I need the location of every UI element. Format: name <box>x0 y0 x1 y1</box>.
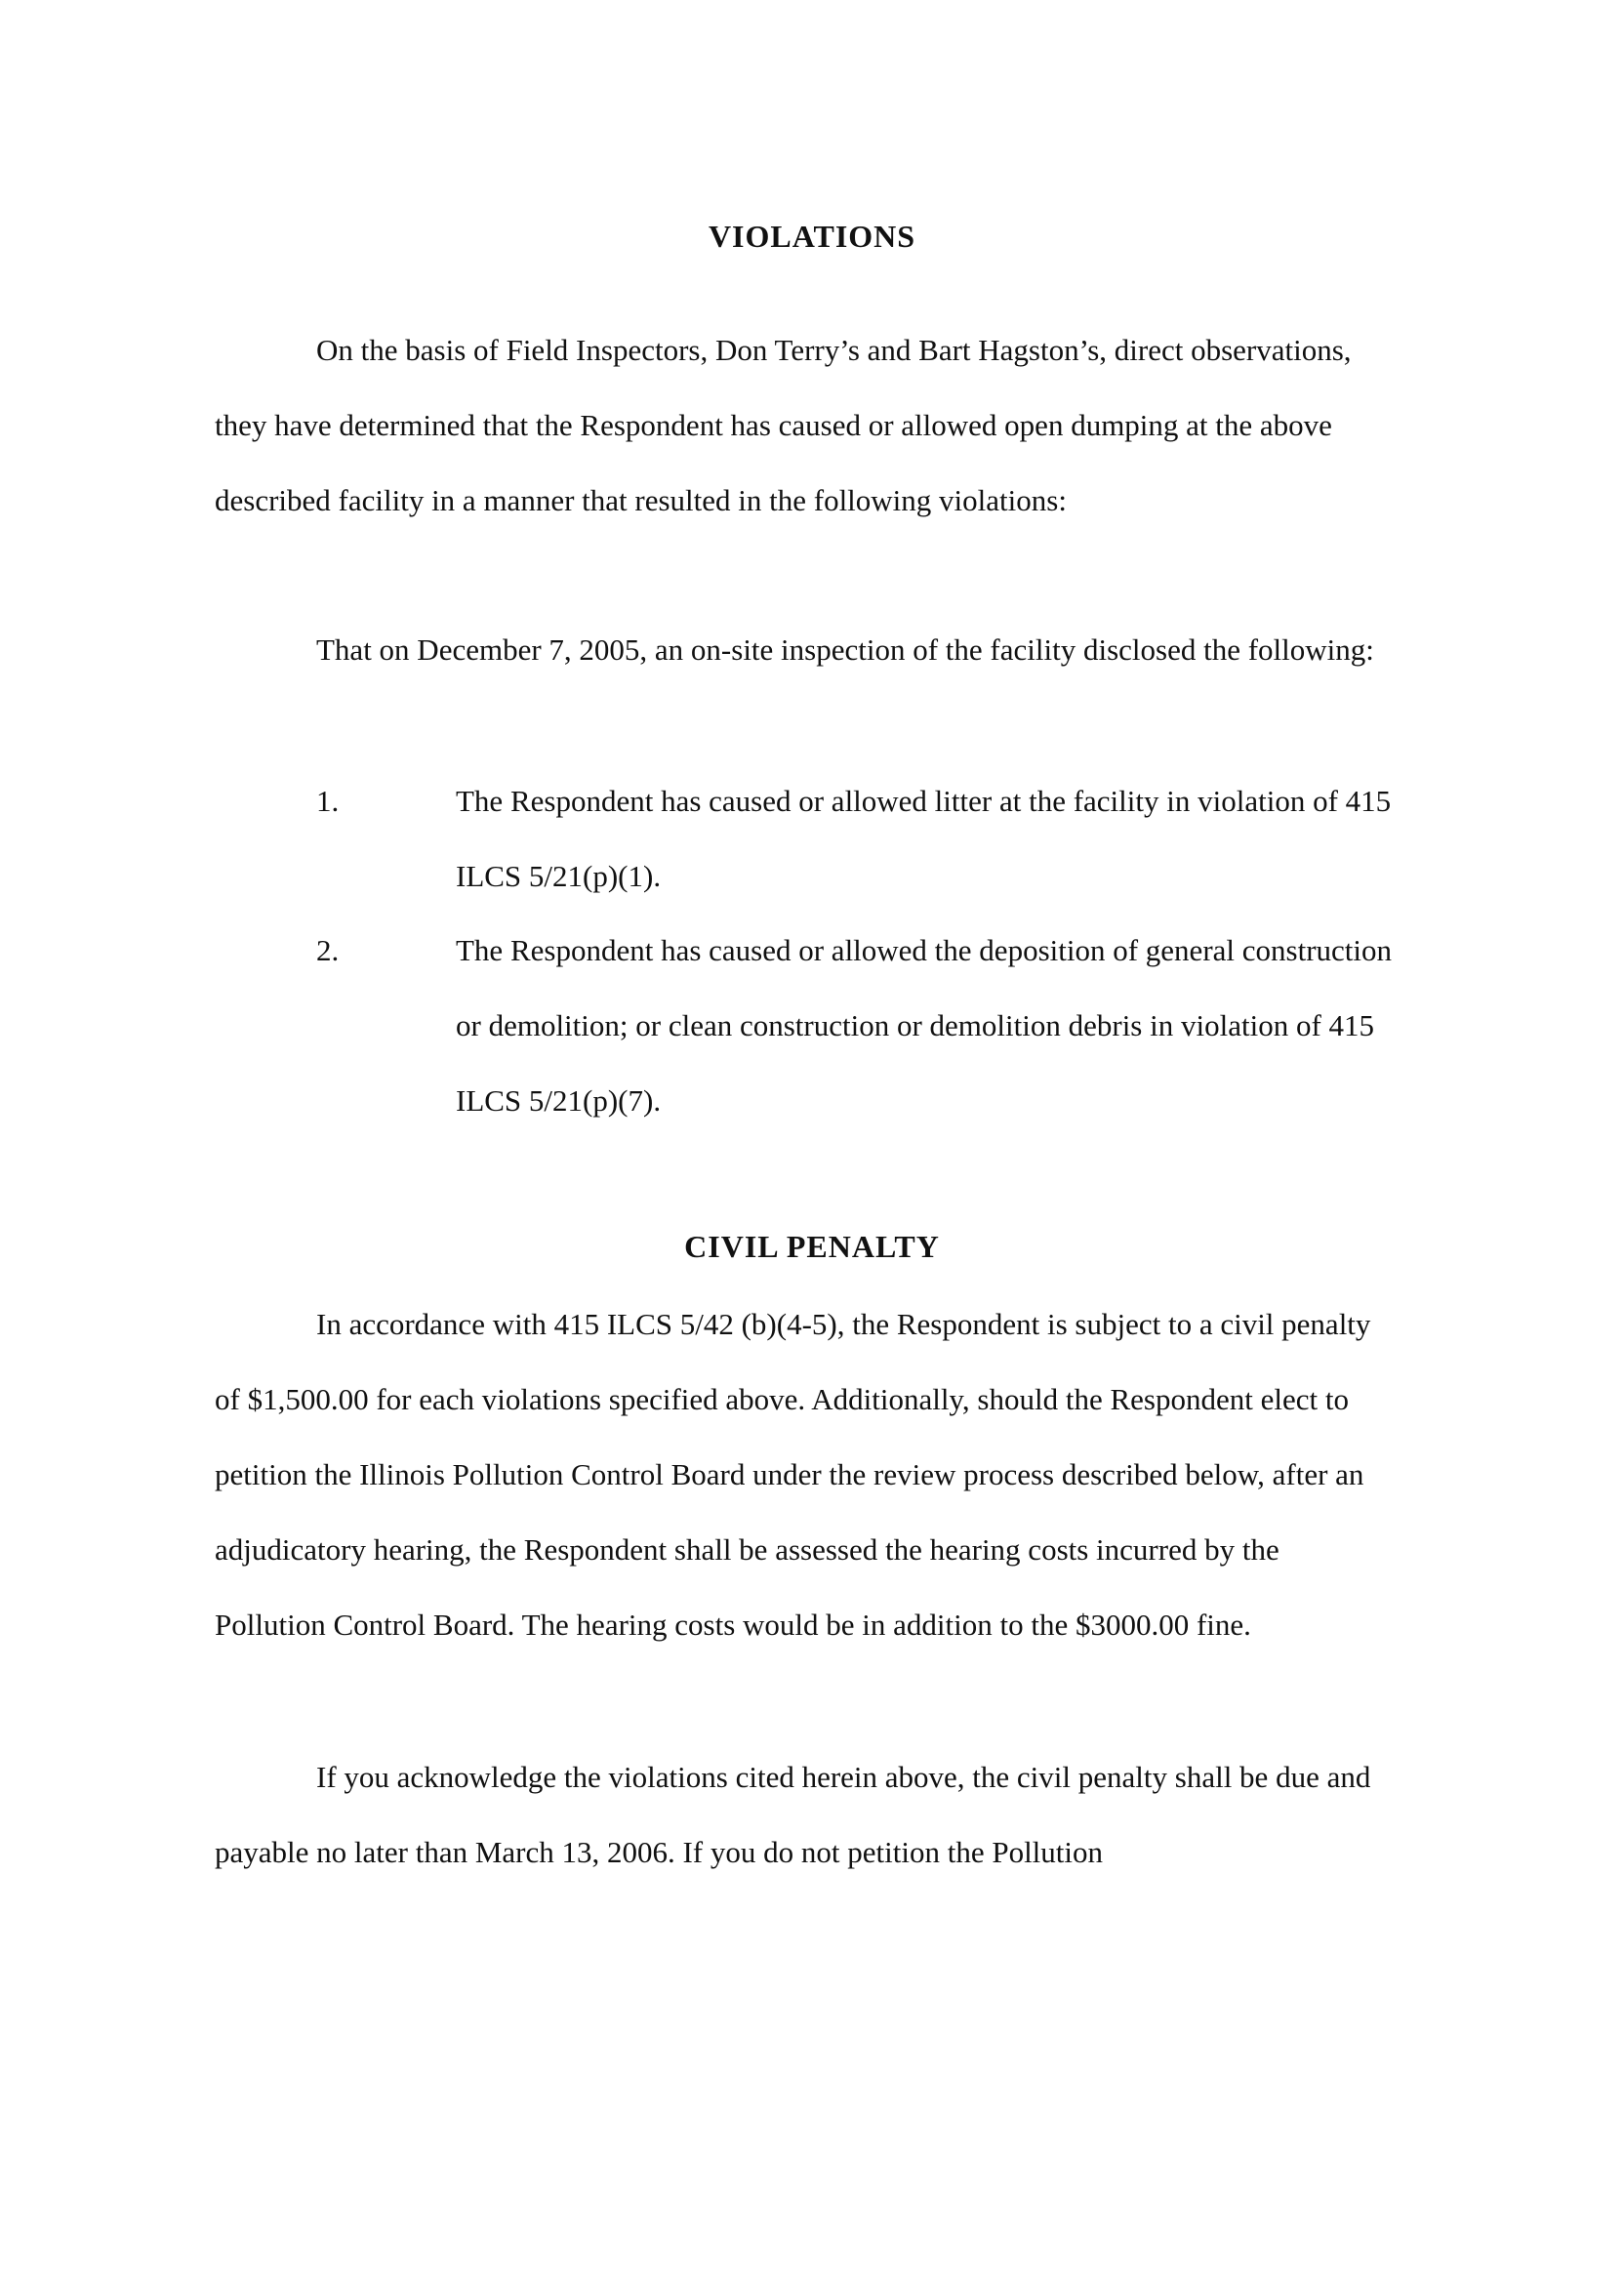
violation-item-1-text: The Respondent has caused or allowed litter at the facility in violation of 415 ILCS 5/21(p)(1). <box>456 784 1392 893</box>
violations-paragraph-2: That on December 7, 2005, an on-site inspection of the facility disclosed the following: <box>316 632 1374 667</box>
civil-penalty-heading: CIVIL PENALTY <box>684 1229 940 1264</box>
violation-item-1-number: 1. <box>316 784 340 818</box>
violation-item-2-number: 2. <box>316 933 340 967</box>
penalty-paragraph-1: In accordance with 415 ILCS 5/42 (b)(4-5), the Respondent is subject to a civil penalty of $1,500.00 for each violations specified above. Additionally, should the Respondent elect to petition the Illinois Pollution Control Board under the review process described below, after an adjudicatory hearing, the Respondent shall be assessed the hearing costs incurred by the Pollution Control Board. The hearing costs would be in addition to the $3000.00 fine. <box>215 1307 1371 1642</box>
penalty-paragraph-2: If you acknowledge the violations cited herein above, the civil penalty shall be due and payable no later than March 13, 2006. If you do not petition the Pollution <box>215 1760 1371 1869</box>
violations-heading: VIOLATIONS <box>708 219 916 254</box>
violations-paragraph-1: On the basis of Field Inspectors, Don Terry’s and Bart Hagston’s, direct observations, they have determined that the Respondent has caused or allowed open dumping at the above described facility in a manner that resulted in the following violations: <box>215 333 1352 517</box>
violation-item-2-text: The Respondent has caused or allowed the deposition of general construction or demolition; or clean construction or demolition debris in violation of 415 ILCS 5/21(p)(7). <box>456 933 1393 1118</box>
